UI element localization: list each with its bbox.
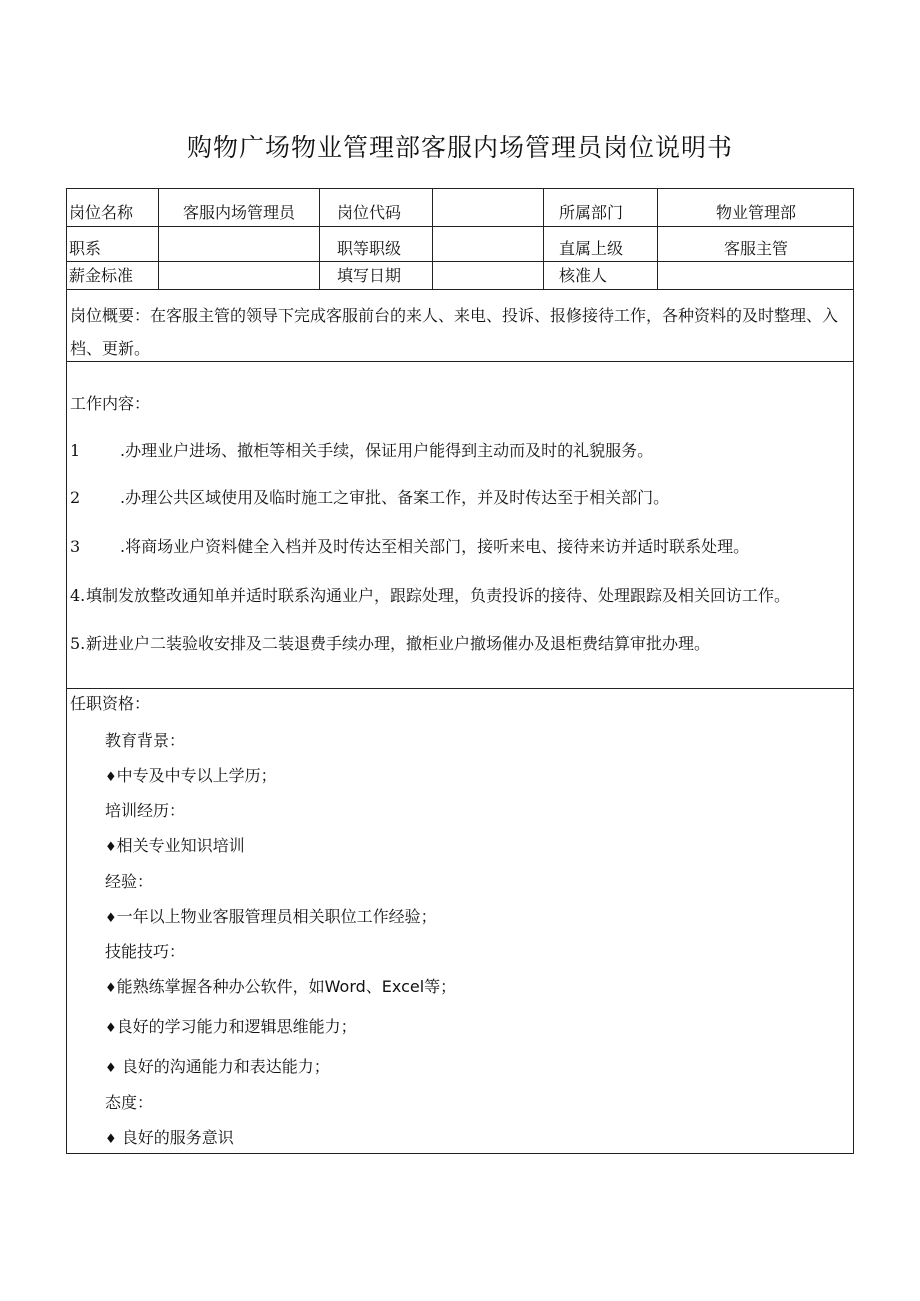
label-position-name: 岗位名称 xyxy=(69,203,134,222)
label-position-code: 岗位代码 xyxy=(337,203,402,222)
skills-item: ♦能熟练掌握各种办公软件，如Word、Excel等； xyxy=(105,977,457,996)
work-item-text: .办理公共区域使用及临时施工之审批、备案工作，并及时传达至于相关部门。 xyxy=(120,488,670,507)
label-supervisor: 直属上级 xyxy=(559,239,624,258)
skills-item: ♦ 良好的沟通能力和表达能力； xyxy=(105,1057,330,1076)
diamond-bullet-icon: ♦ xyxy=(105,840,117,855)
col-divider xyxy=(543,188,544,289)
diamond-bullet-icon: ♦ xyxy=(105,770,117,785)
document-title: 购物广场物业管理部客服内场管理员岗位说明书 xyxy=(186,133,733,162)
col-divider xyxy=(319,188,320,289)
work-item-number: 2 xyxy=(70,488,81,507)
attitude-item: ♦ 良好的服务意识 xyxy=(105,1128,234,1147)
qualifications-heading: 任职资格： xyxy=(70,694,151,713)
diamond-bullet-icon: ♦ xyxy=(105,1132,117,1147)
work-item-number: 1 xyxy=(70,441,81,460)
work-content-heading: 工作内容： xyxy=(70,394,151,413)
col-divider xyxy=(432,188,433,289)
label-department: 所属部门 xyxy=(559,203,624,222)
experience-item: ♦一年以上物业客服管理员相关职位工作经验； xyxy=(105,907,437,926)
work-item-text: .办理业户进场、撤柜等相关手续，保证用户能得到主动而及时的礼貌服务。 xyxy=(120,441,654,460)
work-item-number: 5. xyxy=(70,634,86,653)
label-salary-standard: 薪金标准 xyxy=(69,266,134,285)
value-supervisor: 客服主管 xyxy=(723,239,788,258)
diamond-bullet-icon: ♦ xyxy=(105,1021,117,1036)
label-fill-date: 填写日期 xyxy=(337,266,402,285)
attitude-label: 态度： xyxy=(105,1093,154,1112)
value-position-name: 客服内场管理员 xyxy=(182,203,295,222)
position-overview: 岗位概要：在客服主管的领导下完成客服前台的来人、来电、投诉、报修接待工作，各种资料的及时整理、入档、更新。 xyxy=(70,306,839,358)
diamond-bullet-icon: ♦ xyxy=(105,981,117,996)
row-divider xyxy=(66,261,854,262)
work-item-text: .将商场业户资料健全入档并及时传达至相关部门，接听来电、接待来访并适时联系处理。 xyxy=(120,537,750,556)
label-approver: 核准人 xyxy=(559,266,608,285)
work-item-text: 填制发放整改通知单并适时联系沟通业户，跟踪处理，负责投诉的接待、处理跟踪及相关回访工作。 xyxy=(86,586,791,605)
education-item: ♦中专及中专以上学历； xyxy=(105,766,277,785)
label-job-family: 职系 xyxy=(69,239,102,258)
skills-item: ♦良好的学习能力和逻辑思维能力； xyxy=(105,1017,357,1036)
training-item: ♦相关专业知识培训 xyxy=(105,836,245,855)
value-department: 物业管理部 xyxy=(715,203,796,222)
education-label: 教育背景： xyxy=(105,731,186,750)
diamond-bullet-icon: ♦ xyxy=(105,911,117,926)
diamond-bullet-icon: ♦ xyxy=(105,1061,117,1076)
work-item-number: 4. xyxy=(70,586,86,605)
label-grade-level: 职等职级 xyxy=(337,239,402,258)
experience-label: 经验： xyxy=(105,872,154,891)
training-label: 培训经历： xyxy=(105,801,186,820)
work-item-number: 3 xyxy=(70,537,81,556)
row-divider xyxy=(66,688,854,689)
row-divider xyxy=(66,226,854,227)
row-divider xyxy=(66,289,854,290)
work-item-text: 新进业户二装验收安排及二装退费手续办理，撤柜业户撤场催办及退柜费结算审批办理。 xyxy=(86,634,711,653)
skills-label: 技能技巧： xyxy=(105,942,186,961)
